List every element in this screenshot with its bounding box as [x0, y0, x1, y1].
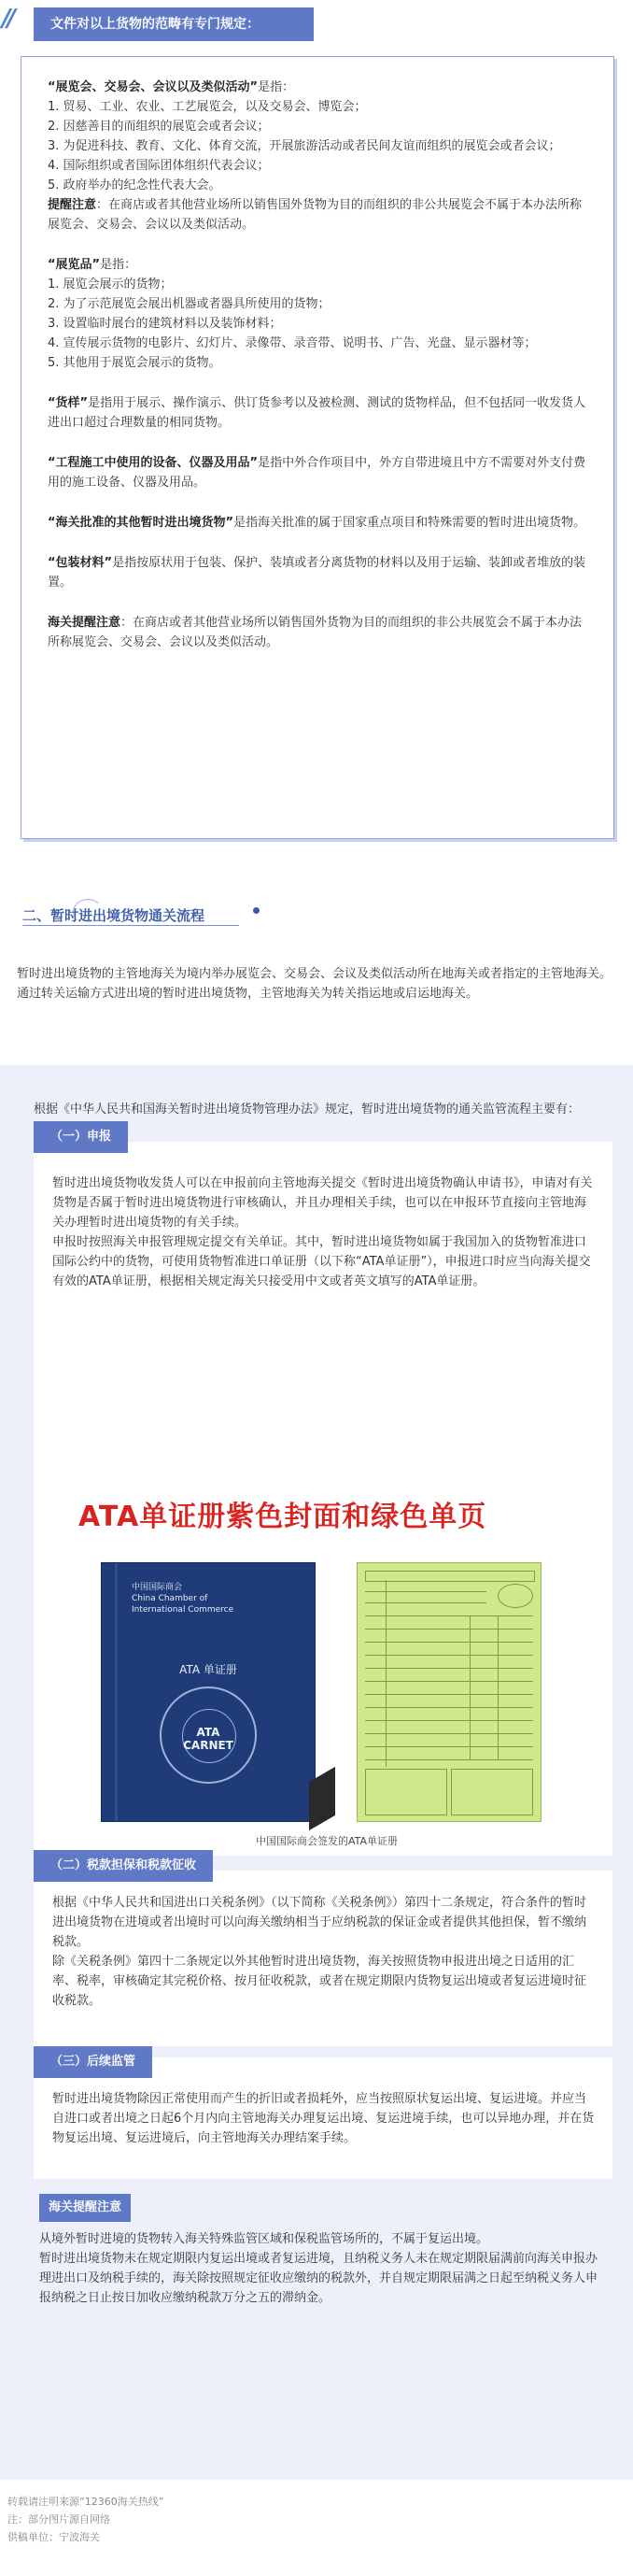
footer-contributor: 供稿单位：宁波海关	[7, 2531, 100, 2543]
footer-source: 转载请注明来源“12360海关热线”	[7, 2496, 164, 2508]
footer	[7, 2493, 568, 2546]
term-exhibition: “展览会、交易会、会议以及类似活动”	[48, 80, 259, 94]
divider	[22, 925, 239, 926]
emblem-text: ATA CARNET	[183, 1726, 233, 1752]
cover-org-text: 中国国际商会 China Chamber of International Commerce	[132, 1583, 234, 1615]
construction-definition	[48, 453, 591, 492]
term-approved: “海关批准的其他暂时进出境货物”	[48, 516, 234, 530]
term-samples: “货样”	[48, 396, 89, 410]
section-title-banner: 文件对以上货物的范畴有专门规定：	[34, 7, 314, 41]
ata-emblem-icon	[160, 1686, 257, 1784]
note-label: 提醒注意	[48, 198, 97, 212]
customs-tip-label: 海关提醒注意	[48, 616, 121, 630]
tip-text: 从境外暂时进境的货物转入海关特殊监管区域和保税监管场所的，不属于复运出境。 暂时进出境货物未在规定期限内复运出境或者复运进境，且纳税义务人未在规定期限届满前向海关申报办理进出口及纳税手续的，海关除按照规定征收应缴纳的税款外，并自规定期限届满之日起至纳税义务人申报纳税之日止按日加收应缴纳税款万分之五的滞纳金。	[39, 2232, 598, 2305]
term-lead: 是指：	[100, 258, 137, 272]
list-item: 2. 因慈善目的而组织的展览会或者会议；	[48, 120, 270, 134]
slash-decoration-icon: //	[2, 5, 12, 33]
ata-carnet-cover-image	[101, 1562, 316, 1822]
note-text: ：在商店或者其他营业场所以销售国外货物为目的而组织的非公共展览会不属于本办法所称展览会、交易会、会议以及类似活动。	[48, 198, 583, 232]
term-packaging: “包装材料”	[48, 556, 113, 570]
declare-tag: （一）申报	[34, 1121, 128, 1153]
list-item: 5. 政府举办的纪念性代表大会。	[48, 178, 221, 192]
exhibits-definition	[48, 255, 591, 373]
customs-tip-text: ：在商店或者其他营业场所以销售国外货物为目的而组织的非公共展览会不属于本办法所称展览会、交易会、会议以及类似活动。	[48, 616, 583, 649]
list-item: 5. 其他用于展览会展示的货物。	[48, 356, 221, 370]
guarantee-text: 根据《中华人民共和国进出口关税条例》（以下简称《关税条例》）第四十二条规定，符合条件的暂时进出境货物在进境或者出境时可以向海关缴纳相当于应纳税款的保证金或者提供其他担保，暂不缴纳税款。 除《关税条例》第四十二条规定以外其他暂时进出境货物，海关按照货物申报进出境之日适用的汇率、税率，审核确定其完税价格、按月征收税款，或者在规定期限内货物复运出境或者复运进境时征收税款。	[52, 1896, 587, 2008]
list-item: 1. 贸易、工业、农业、工艺展览会，以及交易会、博览会；	[48, 100, 367, 114]
list-item: 3. 为促进科技、教育、文化、体育交流，开展旅游活动或者民间友谊而组织的展览会或者会议；	[48, 139, 561, 153]
definition-text: 是指海关批准的属于国家重点项目和特殊需要的暂时进出境货物。	[233, 516, 586, 530]
section-2-intro: 暂时进出境货物的主管地海关为境内举办展览会、交易会、会议及类似活动所在地海关或者指定的主管地海关。通过转关运输方式进出境的暂时进出境货物，主管地海关为转关指运地或启运地海关。	[17, 967, 612, 1001]
samples-definition	[48, 393, 591, 433]
exhibition-definition	[48, 78, 591, 235]
cover-title: ATA 单证册	[179, 1663, 237, 1676]
definition-text: 是指按原状用于包装、保护、装填或者分离货物的材料以及用于运输、装卸或者堆放的装置。	[48, 556, 586, 590]
term-lead: 是指：	[258, 80, 295, 94]
ata-banner-heading: ATA单证册紫色封面和绿色单页	[78, 1501, 487, 1533]
customs-tip	[48, 613, 591, 652]
list-item: 4. 宣传展示货物的电影片、幻灯片、录像带、录音带、说明书、广告、光盘、显示器材等；	[48, 336, 537, 350]
approved-definition	[48, 513, 591, 533]
dot-decoration-icon	[253, 907, 260, 914]
followup-tag: （三）后续监管	[34, 2046, 152, 2078]
rules-box	[21, 56, 614, 839]
flow-intro: 根据《中华人民共和国海关暂时进出境货物管理办法》规定，暂时进出境货物的通关监管流程主要有：	[34, 1103, 581, 1117]
list-item: 3. 设置临时展台的建筑材料以及装饰材料；	[48, 317, 282, 331]
guarantee-tag: （二）税款担保和税款征收	[34, 1850, 213, 1882]
section-2-title: 二、暂时进出境货物通关流程	[22, 907, 205, 924]
tip-tag: 海关提醒注意	[39, 2194, 131, 2222]
term-construction: “工程施工中使用的设备、仪器及用品”	[48, 456, 259, 470]
list-item: 1. 展览会展示的货物；	[48, 278, 173, 292]
ata-image-caption: 中国国际商会签发的ATA单证册	[255, 1835, 399, 1847]
declare-text: 暂时进出境货物收发货人可以在申报前向主管地海关提交《暂时进出境货物确认申请书》，申请对有关货物是否属于暂时进出境货物进行审核确认，并且办理相关手续，也可以在申报环节直接向主管地海关办理暂时进出境货物的有关手续。 申报时按照海关申报管理规定提交有关单证。其中，暂时进出境货物如属于我国加入的货物暂准进口国际公约中的货物，可使用货物暂准进口单证册（以下称“ATA单证册”），申报进口时应当向海关提交有效的ATA单证册，根据相关规定海关只接受用中文或者英文填写的ATA单证册。	[52, 1176, 593, 1288]
footer-note: 注：部分图片源自网络	[7, 2513, 110, 2526]
ata-green-page-image	[357, 1562, 542, 1822]
definition-text: 是指用于展示、操作演示、供订货参考以及被检测、测试的货物样品，但不包括同一收发货人进出口超过合理数量的相同货物。	[48, 396, 586, 430]
term-exhibits: “展览品”	[48, 258, 101, 272]
list-item: 2. 为了示范展览会展出机器或者器具所使用的货物；	[48, 297, 331, 311]
list-item: 4. 国际组织或者国际团体组织代表会议；	[48, 159, 270, 173]
definition-text: 是指中外合作项目中，外方自带进境且中方不需要对外支付费用的施工设备、仪器及用品。	[48, 456, 586, 490]
packaging-definition	[48, 553, 591, 592]
section-2-header	[22, 897, 396, 934]
followup-text: 暂时进出境货物除因正常使用而产生的折旧或者损耗外，应当按照原状复运出境、复运进境。并应当自进口或者出境之日起6个月内向主管地海关办理复运出境、复运进境手续，也可以异地办理，并在货物复运出境、复运进境后，向主管地海关办理结案手续。	[52, 2092, 595, 2145]
